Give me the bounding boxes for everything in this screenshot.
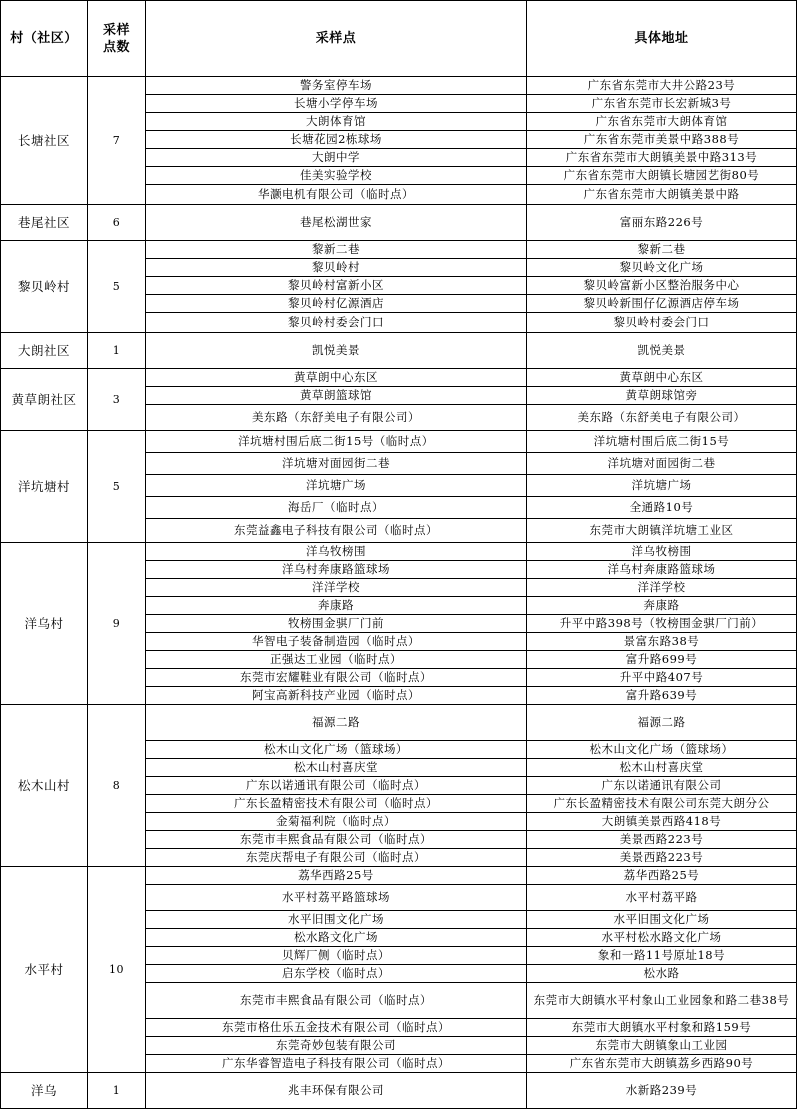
site-cell: 福源二路: [146, 705, 527, 741]
table-row: [1, 205, 797, 241]
site-cell: 凯悦美景: [146, 333, 527, 369]
site-cell: 长塘小学停车场: [146, 95, 527, 113]
address-cell: 景富东路38号: [527, 633, 797, 651]
address-cell: 黄草朗球馆旁: [527, 387, 797, 405]
site-cell: 奔康路: [146, 597, 527, 615]
address-cell: 广东省东莞市美景中路388号: [527, 131, 797, 149]
address-cell: 黎贝岭村委会门口: [527, 313, 797, 333]
site-cell: 警务室停车场: [146, 77, 527, 95]
address-cell: 黎贝岭新围仔亿源酒店停车场: [527, 295, 797, 313]
site-cell: 黎新二巷: [146, 241, 527, 259]
site-cell: 东莞庆帮电子有限公司（临时点）: [146, 849, 527, 867]
address-cell: 水平旧围文化广场: [527, 911, 797, 929]
count-cell: 5: [88, 431, 146, 543]
site-cell: 兆丰环保有限公司: [146, 1073, 527, 1109]
village-cell: 大朗社区: [1, 333, 88, 369]
site-cell: 阿宝高新科技产业园（临时点）: [146, 687, 527, 705]
count-cell: 1: [88, 1073, 146, 1109]
address-cell: 松水路: [527, 965, 797, 983]
table-row: [1, 431, 797, 453]
address-cell: 富升路639号: [527, 687, 797, 705]
site-cell: 洋坑塘村围后底二街15号（临时点）: [146, 431, 527, 453]
address-cell: 象和一路11号原址18号: [527, 947, 797, 965]
count-cell: 10: [88, 867, 146, 1073]
site-cell: 东莞市丰熙食品有限公司（临时点）: [146, 831, 527, 849]
site-cell: 长塘花园2栋球场: [146, 131, 527, 149]
table-row: [1, 1073, 797, 1109]
site-cell: 金菊福利院（临时点）: [146, 813, 527, 831]
table-row: [1, 77, 797, 95]
site-cell: 美东路（东舒美电子有限公司）: [146, 405, 527, 431]
table-row: [1, 241, 797, 259]
village-cell: 洋乌村: [1, 543, 88, 705]
address-cell: 美东路（东舒美电子有限公司）: [527, 405, 797, 431]
site-cell: 松木山村喜庆堂: [146, 759, 527, 777]
address-cell: 洋洋学校: [527, 579, 797, 597]
address-cell: 广东省东莞市大朗镇荔乡西路90号: [527, 1055, 797, 1073]
table-row: [1, 705, 797, 741]
address-cell: 黎新二巷: [527, 241, 797, 259]
site-cell: 大朗中学: [146, 149, 527, 167]
site-cell: 水平村荔平路篮球场: [146, 885, 527, 911]
village-cell: 巷尾社区: [1, 205, 88, 241]
address-cell: 广东省东莞市大朗体育馆: [527, 113, 797, 131]
address-cell: 福源二路: [527, 705, 797, 741]
site-cell: 洋洋学校: [146, 579, 527, 597]
site-cell: 黎贝岭村委会门口: [146, 313, 527, 333]
site-cell: 东莞市丰熙食品有限公司（临时点）: [146, 983, 527, 1019]
address-cell: 广东以诺通讯有限公司: [527, 777, 797, 795]
address-cell: 洋乌牧榜围: [527, 543, 797, 561]
address-cell: 黄草朗中心东区: [527, 369, 797, 387]
address-cell: 水平村松水路文化广场: [527, 929, 797, 947]
address-cell: 黎贝岭文化广场: [527, 259, 797, 277]
address-cell: 广东省东莞市长宏新城3号: [527, 95, 797, 113]
table-body: [1, 77, 797, 1109]
address-cell: 广东省东莞市大朗镇美景中路313号: [527, 149, 797, 167]
address-cell: 水新路239号: [527, 1073, 797, 1109]
site-cell: 洋坑塘广场: [146, 475, 527, 497]
site-cell: 华灏电机有限公司（临时点）: [146, 185, 527, 205]
address-cell: 洋坑塘村围后底二街15号: [527, 431, 797, 453]
site-cell: 黄草朗中心东区: [146, 369, 527, 387]
site-cell: 洋乌村奔康路篮球场: [146, 561, 527, 579]
address-cell: 东莞市大朗镇水平村象山工业园象和路二巷38号: [527, 983, 797, 1019]
header-row: [1, 1, 797, 77]
site-cell: 黎贝岭村富新小区: [146, 277, 527, 295]
header-address: 具体地址: [527, 1, 797, 77]
village-cell: 长塘社区: [1, 77, 88, 205]
site-cell: 牧榜围金骐厂门前: [146, 615, 527, 633]
site-cell: 洋乌牧榜围: [146, 543, 527, 561]
site-cell: 松水路文化广场: [146, 929, 527, 947]
count-cell: 1: [88, 333, 146, 369]
site-cell: 广东长盈精密技术有限公司（临时点）: [146, 795, 527, 813]
table-row: [1, 333, 797, 369]
address-cell: 松木山村喜庆堂: [527, 759, 797, 777]
site-cell: 东莞市格仕乐五金技术有限公司（临时点）: [146, 1019, 527, 1037]
address-cell: 富升路699号: [527, 651, 797, 669]
address-cell: 升平中路398号（牧榜围金骐厂门前）: [527, 615, 797, 633]
table-row: [1, 543, 797, 561]
site-cell: 广东以诺通讯有限公司（临时点）: [146, 777, 527, 795]
count-cell: 7: [88, 77, 146, 205]
site-cell: 黎贝岭村亿源酒店: [146, 295, 527, 313]
address-cell: 美景西路223号: [527, 849, 797, 867]
village-cell: 水平村: [1, 867, 88, 1073]
site-cell: 广东华睿智造电子科技有限公司（临时点）: [146, 1055, 527, 1073]
site-cell: 水平旧围文化广场: [146, 911, 527, 929]
address-cell: 广东长盈精密技术有限公司东莞大朗分公: [527, 795, 797, 813]
address-cell: 升平中路407号: [527, 669, 797, 687]
site-cell: 佳美实验学校: [146, 167, 527, 185]
address-cell: 洋乌村奔康路篮球场: [527, 561, 797, 579]
site-cell: 黎贝岭村: [146, 259, 527, 277]
site-cell: 松木山文化广场（篮球场）: [146, 741, 527, 759]
address-cell: 大朗镇美景西路418号: [527, 813, 797, 831]
count-cell: 8: [88, 705, 146, 867]
site-cell: 海岳厂（临时点）: [146, 497, 527, 519]
table-row: [1, 369, 797, 387]
site-cell: 大朗体育馆: [146, 113, 527, 131]
village-cell: 黄草朗社区: [1, 369, 88, 431]
village-cell: 松木山村: [1, 705, 88, 867]
site-cell: 启东学校（临时点）: [146, 965, 527, 983]
village-cell: 黎贝岭村: [1, 241, 88, 333]
count-cell: 3: [88, 369, 146, 431]
header-count: 采样点数: [88, 1, 146, 77]
header-village: 村（社区）: [1, 1, 88, 77]
address-cell: 东莞市大朗镇象山工业园: [527, 1037, 797, 1055]
address-cell: 松木山文化广场（篮球场）: [527, 741, 797, 759]
village-cell: 洋乌: [1, 1073, 88, 1109]
address-cell: 广东省东莞市大朗镇长塘园艺街80号: [527, 167, 797, 185]
address-cell: 凯悦美景: [527, 333, 797, 369]
count-cell: 5: [88, 241, 146, 333]
address-cell: 美景西路223号: [527, 831, 797, 849]
address-cell: 东莞市大朗镇洋坑塘工业区: [527, 519, 797, 543]
address-cell: 广东省东莞市大朗镇美景中路: [527, 185, 797, 205]
site-cell: 华智电子装备制造园（临时点）: [146, 633, 527, 651]
address-cell: 荔华西路25号: [527, 867, 797, 885]
site-cell: 东莞奇妙包装有限公司: [146, 1037, 527, 1055]
header-site: 采样点: [146, 1, 527, 77]
site-cell: 东莞益鑫电子科技有限公司（临时点）: [146, 519, 527, 543]
table-row: [1, 867, 797, 885]
address-cell: 洋坑塘广场: [527, 475, 797, 497]
address-cell: 广东省东莞市大井公路23号: [527, 77, 797, 95]
address-cell: 洋坑塘对面园街二巷: [527, 453, 797, 475]
site-cell: 东莞市宏耀鞋业有限公司（临时点）: [146, 669, 527, 687]
address-cell: 富丽东路226号: [527, 205, 797, 241]
address-cell: 奔康路: [527, 597, 797, 615]
site-cell: 洋坑塘对面园街二巷: [146, 453, 527, 475]
address-cell: 全通路10号: [527, 497, 797, 519]
address-cell: 黎贝岭富新小区整治服务中心: [527, 277, 797, 295]
count-cell: 9: [88, 543, 146, 705]
address-cell: 水平村荔平路: [527, 885, 797, 911]
address-cell: 东莞市大朗镇水平村象和路159号: [527, 1019, 797, 1037]
site-cell: 黄草朗篮球馆: [146, 387, 527, 405]
site-cell: 正强达工业园（临时点）: [146, 651, 527, 669]
site-cell: 贝辉厂侧（临时点）: [146, 947, 527, 965]
count-cell: 6: [88, 205, 146, 241]
site-cell: 巷尾松湖世家: [146, 205, 527, 241]
village-cell: 洋坑塘村: [1, 431, 88, 543]
site-cell: 荔华西路25号: [146, 867, 527, 885]
